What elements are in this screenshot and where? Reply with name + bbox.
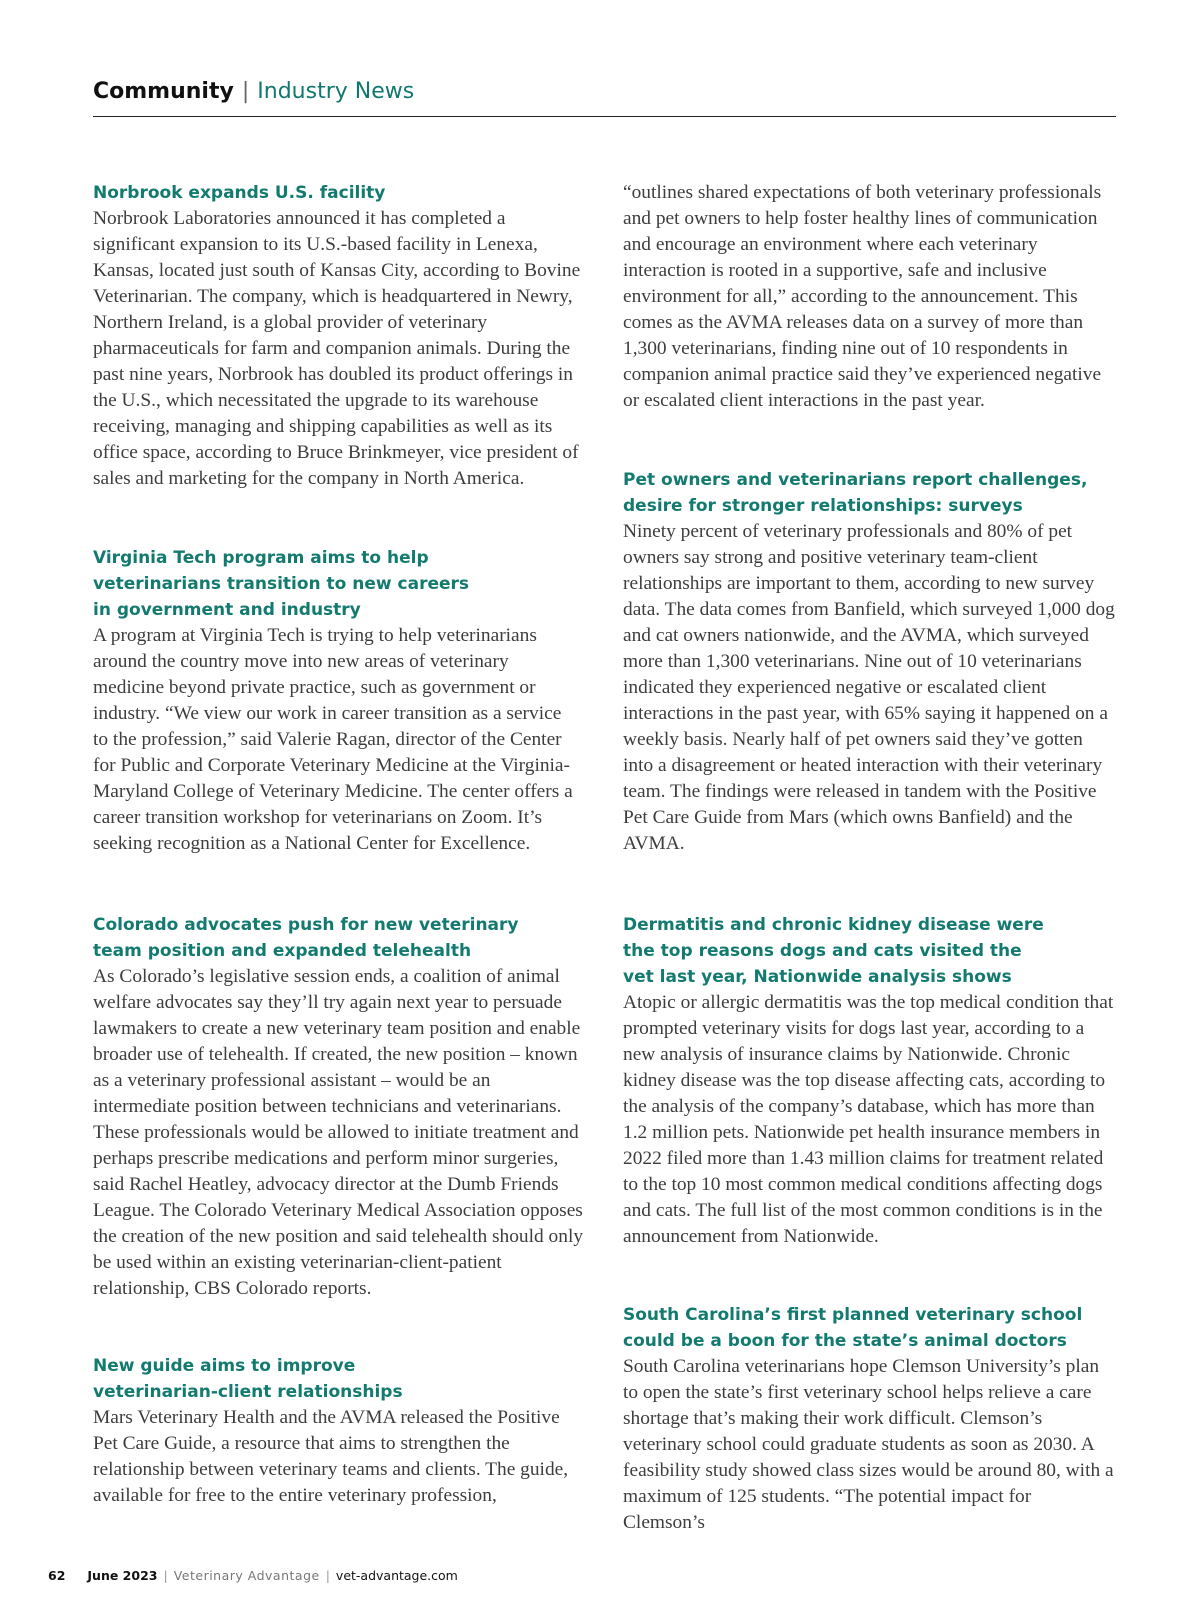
article-body: As Colorado’s legislative session ends, a coalition of animal welfare advocates say they’ll try again next year to persuade lawmakers to create a new veterinary team position and enable broader use of telehealth. If created, the new position – known as a veterinary professional assistant – would be an intermediate position between technicians and veterinarians. These professionals would be allowed to initiate treatment and perhaps prescribe medications and perform minor surgeries, said Rachel Heatley, advocacy director at the Dumb Friends League. The Colorado Veterinary Medical Association opposes the creation of the new position and said telehealth should only be used within an existing veterinarian-client-patient relationship, CBS Colorado reports.: [93, 966, 584, 1299]
footer-separator: |: [325, 1568, 330, 1583]
article-title: Dermatitis and chronic kidney disease were the top reasons dogs and cats visited the vet last year, Nationwide analysis shows: [623, 915, 1044, 987]
article-body: A program at Virginia Tech is trying to help veterinarians around the country move into new areas of veterinary medicine beyond private practice, such as government or industry. “We view our work in career transition as a service to the profession,” said Valerie Ragan, director of the Center for Public and Corporate Veterinary Medicine at the Virginia-Maryland College of Veterinary Medicine. The center offers a career transition workshop for veterinarians on Zoom. It’s seeking recognition as a National Center for Excellence.: [93, 625, 573, 854]
section-header: [93, 76, 1116, 108]
article-nationwide-analysis: [623, 912, 1115, 1250]
website-link[interactable]: vet-advantage.com: [335, 1568, 458, 1583]
article-colorado: [93, 912, 585, 1302]
article-norbrook: [93, 180, 585, 492]
page-number: 62: [48, 1568, 66, 1583]
article-pet-owners-survey: [623, 467, 1115, 857]
footer-separator: |: [163, 1568, 168, 1583]
header-rule: [93, 116, 1116, 117]
article-body: “outlines shared expectations of both veterinary professionals and pet owners to help foster healthy lines of communication and encourage an environment where each veterinary interaction is rooted in a supportive, safe and inclusive environment for all,” according to the announcement. This comes as the AVMA releases data on a survey of more than 1,300 veterinarians, finding nine out of 10 respondents in companion animal practice said they’ve experienced negative or escalated client interactions in the past year.: [623, 182, 1102, 411]
issue-date: June 2023: [87, 1568, 158, 1583]
article-virginia-tech: [93, 545, 581, 857]
article-title: Virginia Tech program aims to help veterinarians transition to new careers in government and industry: [93, 548, 470, 620]
article-body: Mars Veterinary Health and the AVMA released the Positive Pet Care Guide, a resource that aims to strengthen the relationship between veterinary teams and clients. The guide, available for free to the entire veterinary profession,: [93, 1407, 569, 1506]
page-footer: [48, 1568, 458, 1583]
article-body: Ninety percent of veterinary professionals and 80% of pet owners say strong and positive veterinary team-client relationships are important to them, according to new survey data. The data comes from Banfield, which surveyed 1,000 dog and cat owners nationwide, and the AVMA, which surveyed more than 1,300 veterinarians. Nine out of 10 veterinarians indicated they experienced negative or escalated client interactions in the past year, with 65% saying it happened on a weekly basis. Nearly half of pet owners said they’ve gotten into a disagreement or heated interaction with their veterinary team. The findings were released in tandem with the Positive Pet Care Guide from Mars (which owns Banfield) and the AVMA.: [623, 521, 1115, 854]
article-south-carolina-school: [623, 1302, 1115, 1536]
article-guide-continued: [623, 180, 1115, 414]
subsection-title: Industry News: [257, 79, 415, 104]
article-title: Norbrook expands U.S. facility: [93, 183, 386, 203]
article-title: Colorado advocates push for new veterinary team position and expanded telehealth: [93, 915, 519, 961]
article-title: New guide aims to improve veterinarian-client relationships: [93, 1356, 403, 1402]
article-body: Norbrook Laboratories announced it has completed a significant expansion to its U.S.-based facility in Lenexa, Kansas, located just south of Kansas City, according to Bovine Veterinarian. The company, which is headquartered in Newry, Northern Ireland, is a global provider of veterinary pharmaceuticals for farm and companion animals. During the past nine years, Norbrook has doubled its product offerings in the U.S., which necessitated the upgrade to its warehouse receiving, managing and shipping capabilities as well as its office space, according to Bruce Brinkmeyer, vice president of sales and marketing for the company in North America.: [93, 208, 581, 489]
article-title: Pet owners and veterinarians report challenges, desire for stronger relationships: surveys: [623, 470, 1088, 516]
header-separator: |: [241, 79, 250, 104]
article-positive-pet-care-guide: [93, 1353, 585, 1509]
article-body: South Carolina veterinarians hope Clemson University’s plan to open the state’s first veterinary school helps relieve a care shortage that’s making their work difficult. Clemson’s veterinary school could graduate students as soon as 2030. A feasibility study showed class sizes would be around 80, with a maximum of 125 students. “The potential impact for Clemson’s: [623, 1356, 1114, 1533]
magazine-name: Veterinary Advantage: [173, 1568, 320, 1583]
section-title: Community: [93, 79, 234, 104]
article-body: Atopic or allergic dermatitis was the top medical condition that prompted veterinary visits for dogs last year, according to a new analysis of insurance claims by Nationwide. Chronic kidney disease was the top disease affecting cats, according to the analysis of the company’s database, which has more than 1.2 million pets. Nationwide pet health insurance members in 2022 filed more than 1.43 million claims for treatment related to the top 10 most common medical conditions affecting dogs and cats. The full list of the most common conditions is in the announcement from Nationwide.: [623, 992, 1114, 1247]
article-title: South Carolina’s first planned veterinary school could be a boon for the state’s animal doctors: [623, 1305, 1083, 1351]
